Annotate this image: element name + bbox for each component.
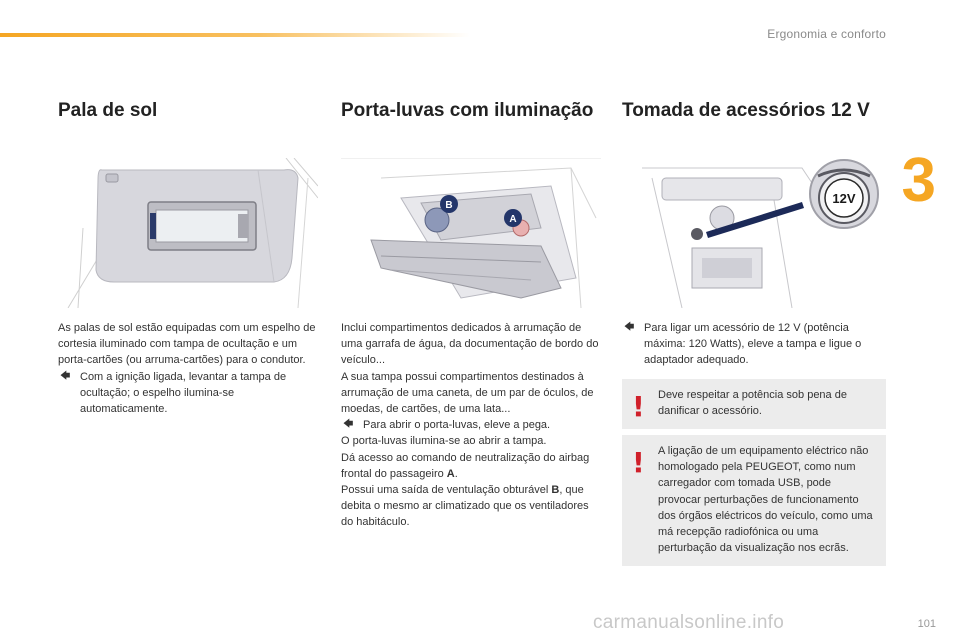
watermark: carmanualsonline.info (593, 612, 785, 633)
bullet-item (622, 320, 888, 369)
text-run: , que debita o mesmo ar climatizado que os ventiladores do habitáculo. (341, 484, 589, 529)
socket-drawing (622, 158, 888, 308)
warning-box (622, 379, 886, 429)
section-title: Porta-luvas com iluminação (341, 100, 594, 121)
warning-icon: ! (632, 389, 645, 423)
bullet-text: Com a ignição ligada, levantar a tampa de ocultação; o espelho ilumina-se automaticamente. (80, 370, 287, 416)
section-title: Tomada de acessórios 12 V (622, 100, 870, 121)
paragraph: Inclui compartimentos dedicados à arrumação de uma garrafa de água, da documentação de bordo do veículo... (341, 322, 599, 367)
warning-text: Deve respeitar a potência sob pena de danificar o acessório. (658, 388, 847, 417)
socket-illustration (622, 158, 888, 308)
bullet-text: Para ligar um acessório de 12 V (potência máxima: 120 Watts), eleve a tampa e ligue o adaptador adequado. (644, 322, 862, 367)
label-b: B (445, 200, 453, 211)
sun-visor-illustration (58, 158, 318, 308)
section-title: Pala de sol (58, 100, 158, 121)
paragraph (341, 450, 601, 482)
section-glovebox (341, 100, 601, 531)
warning-text: A ligação de um equipamento eléctrico não homologado pela PEUGEOT, como num carregador com tomada USB, pode provocar perturbações de funcionamento dos órgãos eléctricos do veículo, como uma má recepção radiofónica ou uma perturbação da visualização nos ecrãs. (658, 445, 873, 555)
bullet-marker: 🡄 (624, 322, 635, 333)
sun-visor-text (58, 320, 318, 417)
bullet-item (341, 417, 601, 433)
label-reference: A (446, 467, 455, 480)
bullet-marker: 🡄 (343, 419, 354, 431)
paragraph: O porta-luvas ilumina-se ao abrir a tampa. (341, 435, 547, 448)
label-reference: B (551, 484, 560, 497)
glovebox-illustration (341, 158, 601, 308)
section-12v-socket (622, 100, 888, 566)
chapter-number: 3 (901, 146, 936, 215)
bullet-marker: 🡄 (60, 370, 71, 382)
sun-visor-drawing (58, 158, 318, 308)
warning-box (622, 435, 886, 566)
text-run: Dá acesso ao comando de neutralização do airbag frontal do passageiro (341, 451, 590, 480)
glovebox-drawing (341, 158, 601, 308)
paragraph: As palas de sol estão equipadas com um espelho de cortesia iluminado com tampa de ocultação e um porta-cartões (ou arruma-cartões) para o condutor. (58, 322, 316, 367)
text-run: . (454, 467, 458, 480)
label-a: A (509, 214, 517, 225)
warning-icon: ! (632, 446, 645, 480)
section-sun-visor (58, 100, 318, 417)
socket-text (622, 320, 888, 369)
page-number: 101 (917, 618, 936, 630)
bullet-text: Para abrir o porta-luvas, eleve a pega. (363, 419, 551, 432)
text-run: Possui uma saída de ventulação obturável (341, 484, 552, 497)
socket-label: 12V (832, 191, 856, 206)
paragraph (341, 482, 601, 531)
paragraph: A sua tampa possui compartimentos destinados à arrumação de uma caneta, de um par de óculos, de moedas, de cartões, de uma lata... (341, 370, 594, 416)
glovebox-text (341, 320, 601, 531)
header-accent-bar (0, 33, 470, 37)
chapter-title: Ergonomia e conforto (767, 27, 886, 41)
bullet-item (58, 369, 318, 418)
